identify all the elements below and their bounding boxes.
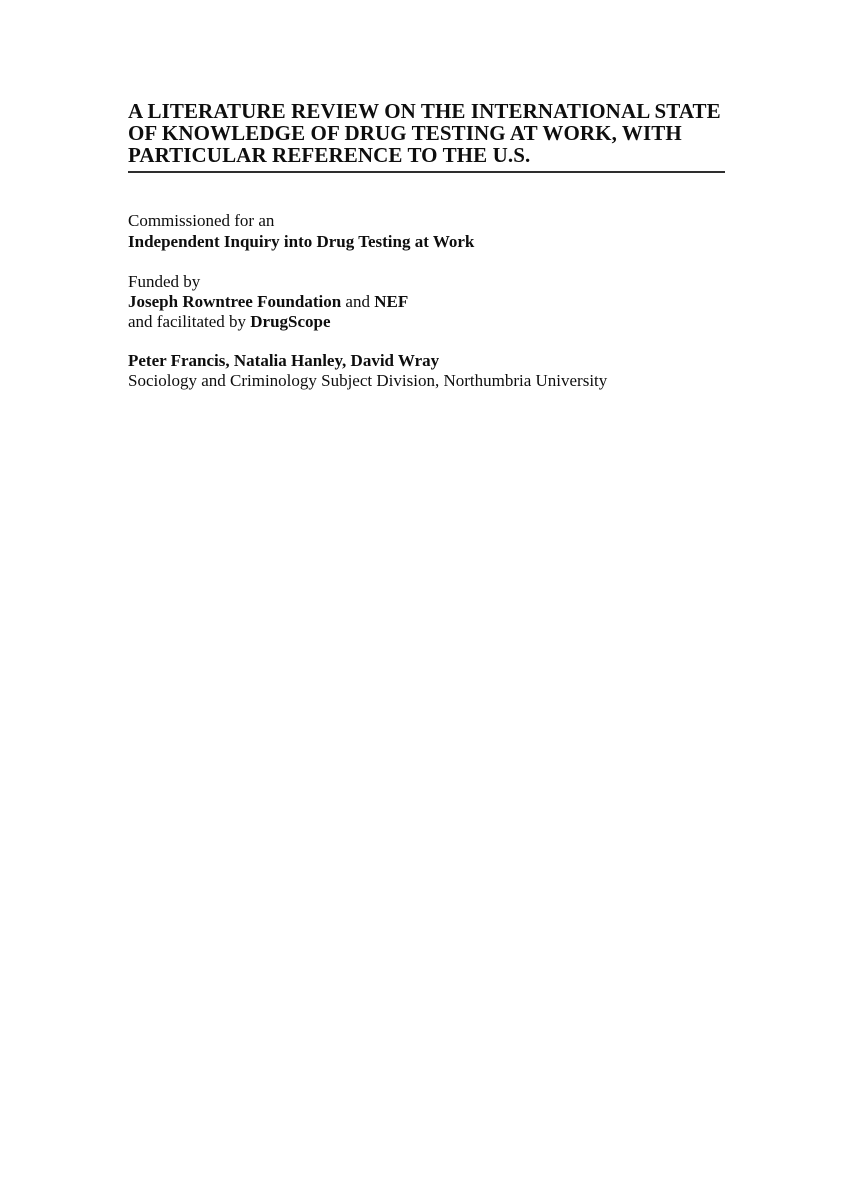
inquiry-name: Independent Inquiry into Drug Testing at Work xyxy=(128,232,475,251)
authors-block xyxy=(128,351,607,391)
author-affiliation: Sociology and Criminology Subject Division, Northumbria University xyxy=(128,371,608,390)
author-names: Peter Francis, Natalia Hanley, David Wray xyxy=(128,351,440,370)
funding-block xyxy=(128,272,408,332)
title-line-1: A LITERATURE REVIEW ON THE INTERNATIONAL STATE xyxy=(128,99,721,123)
funder-nef: NEF xyxy=(374,292,409,311)
document-title xyxy=(128,100,725,173)
funding-intro: Funded by xyxy=(128,272,201,291)
funders-line xyxy=(128,292,408,312)
facilitator-drugscope: DrugScope xyxy=(250,312,331,331)
title-line-3: PARTICULAR REFERENCE TO THE U.S. xyxy=(128,143,531,167)
facilitation-prefix: and facilitated by xyxy=(128,312,251,331)
commissioned-intro: Commissioned for an xyxy=(128,211,275,230)
commissioned-block xyxy=(128,210,474,252)
funder-joseph-rowntree: Joseph Rowntree Foundation xyxy=(128,292,342,311)
title-line-2: OF KNOWLEDGE OF DRUG TESTING AT WORK, WITH xyxy=(128,121,682,145)
funder-connector: and xyxy=(341,292,375,311)
facilitation-line xyxy=(128,312,408,332)
